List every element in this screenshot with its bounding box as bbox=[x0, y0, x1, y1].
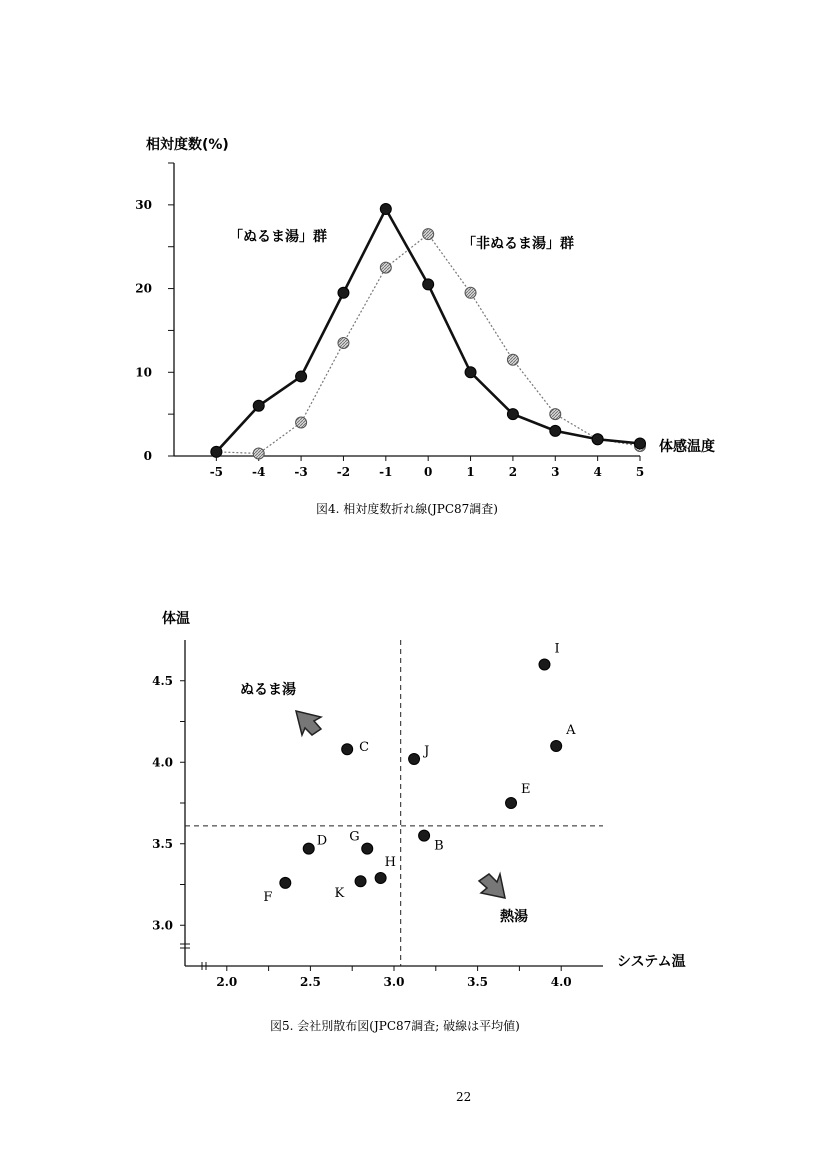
series-line-nuruma bbox=[216, 209, 640, 452]
data-point-nuruma bbox=[338, 287, 349, 298]
data-point-hi-nuruma bbox=[550, 409, 561, 420]
figure-caption: 図5. 会社別散布図(JPC87調査; 破線は平均値) bbox=[270, 1019, 520, 1033]
data-point-hi-nuruma bbox=[253, 448, 264, 459]
points-group bbox=[263, 641, 576, 904]
y-axis-label: 相対度数(%) bbox=[146, 137, 229, 153]
data-point-nuruma bbox=[635, 438, 646, 449]
data-point-nuruma bbox=[296, 371, 307, 382]
x-tick-label: -1 bbox=[379, 465, 393, 479]
data-point-hi-nuruma bbox=[296, 417, 307, 428]
legend-hi-nuruma: 「非ぬるま湯」群 bbox=[462, 236, 574, 252]
scatter-point-b bbox=[419, 830, 430, 841]
y-axis-label: 体温 bbox=[162, 611, 190, 627]
x-tick-label: -4 bbox=[252, 465, 266, 479]
scatter-chart bbox=[152, 610, 686, 1033]
y-tick-label: 30 bbox=[135, 197, 152, 212]
y-tick-labels bbox=[135, 198, 152, 463]
scatter-point-k bbox=[355, 876, 366, 887]
series-line-hi-nuruma bbox=[216, 234, 640, 453]
y-tick-label: 10 bbox=[135, 365, 152, 380]
y-tick-label: 3.5 bbox=[152, 836, 173, 851]
x-axis-label: 体感温度 bbox=[659, 439, 715, 455]
point-label-c: C bbox=[359, 740, 370, 756]
point-label-k: K bbox=[334, 886, 345, 902]
data-point-nuruma bbox=[592, 434, 603, 445]
data-point-hi-nuruma bbox=[507, 354, 518, 365]
data-point-nuruma bbox=[465, 367, 476, 378]
scatter-point-d bbox=[303, 843, 314, 854]
scatter-point-h bbox=[375, 872, 386, 883]
annotation-netsuyu: 熱湯 bbox=[500, 909, 528, 925]
scatter-point-f bbox=[280, 877, 291, 888]
scatter-point-g bbox=[362, 843, 373, 854]
x-tick-labels bbox=[216, 975, 571, 989]
data-point-nuruma bbox=[550, 425, 561, 436]
x-tick-label: 3.0 bbox=[383, 975, 405, 989]
y-tick-label: 3.0 bbox=[152, 918, 173, 933]
y-tick-label: 4.0 bbox=[152, 755, 173, 770]
x-tick-label: 0 bbox=[424, 465, 433, 479]
arrow-down-right-icon bbox=[479, 874, 505, 898]
x-tick-label: -2 bbox=[336, 465, 351, 479]
line-chart bbox=[135, 136, 715, 516]
point-label-a: A bbox=[566, 722, 576, 738]
data-point-hi-nuruma bbox=[423, 229, 434, 240]
y-tick-label: 4.5 bbox=[152, 673, 173, 688]
x-tick-label: 2.0 bbox=[216, 975, 238, 989]
point-label-j: J bbox=[424, 743, 430, 759]
scatter-point-e bbox=[506, 798, 517, 809]
y-tick-labels bbox=[152, 674, 173, 933]
y-tick-label: 0 bbox=[143, 449, 152, 463]
data-point-nuruma bbox=[507, 409, 518, 420]
y-tick-label: 20 bbox=[135, 281, 152, 296]
data-point-hi-nuruma bbox=[380, 262, 391, 273]
figure-caption: 図4. 相対度数折れ線(JPC87調査) bbox=[316, 502, 498, 516]
x-tick-label: 4.0 bbox=[550, 975, 572, 989]
x-tick-label: 2.5 bbox=[299, 975, 321, 989]
data-point-hi-nuruma bbox=[465, 287, 476, 298]
x-tick-label: 4 bbox=[593, 465, 602, 479]
scatter-point-i bbox=[539, 659, 550, 670]
point-label-g: G bbox=[349, 829, 360, 845]
point-label-e: E bbox=[521, 782, 531, 797]
x-tick-label: 5 bbox=[635, 465, 645, 479]
x-tick-label: 1 bbox=[466, 465, 475, 479]
point-label-b: B bbox=[434, 838, 444, 854]
legend-nuruma: 「ぬるま湯」群 bbox=[229, 229, 327, 245]
point-label-f: F bbox=[263, 889, 273, 905]
point-label-i: I bbox=[554, 641, 560, 657]
data-point-nuruma bbox=[211, 446, 222, 457]
point-label-d: D bbox=[316, 833, 328, 849]
data-point-nuruma bbox=[423, 279, 434, 290]
scatter-point-j bbox=[409, 753, 420, 764]
x-tick-label: -3 bbox=[294, 465, 308, 479]
x-tick-label: -5 bbox=[209, 465, 224, 479]
arrow-up-left-icon bbox=[296, 711, 321, 735]
x-tick-labels bbox=[210, 465, 644, 479]
x-tick-label: 3 bbox=[551, 465, 560, 479]
page-number: 22 bbox=[456, 1090, 472, 1104]
x-tick-label: 2 bbox=[508, 465, 518, 479]
point-label-h: H bbox=[384, 854, 396, 870]
data-point-hi-nuruma bbox=[338, 337, 349, 348]
scatter-point-a bbox=[551, 740, 562, 751]
data-point-nuruma bbox=[253, 400, 264, 411]
axes bbox=[168, 163, 640, 461]
annotation-nuruma: ぬるま湯 bbox=[240, 682, 296, 698]
x-tick-label: 3.5 bbox=[467, 975, 489, 989]
x-axis-label: システム温 bbox=[617, 954, 686, 970]
data-point-nuruma bbox=[380, 204, 391, 215]
scatter-point-c bbox=[342, 744, 353, 755]
